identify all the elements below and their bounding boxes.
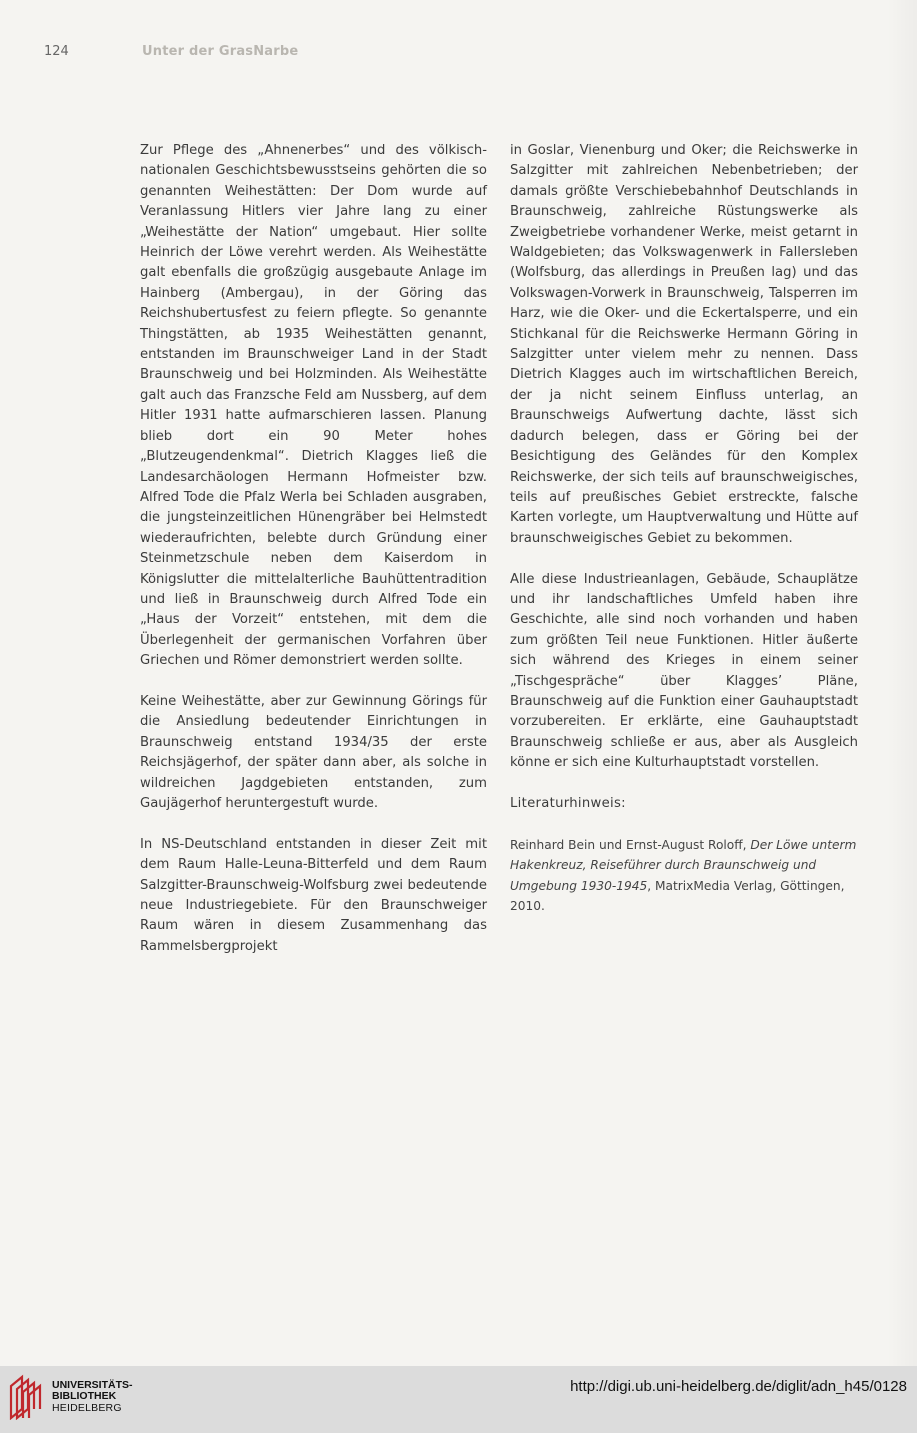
right-text-column [510,141,858,916]
running-title: Unter der GrasNarbe [142,44,299,59]
left-text-column [140,141,487,978]
library-logo-icon [8,1374,44,1420]
paragraph-kulturhauptstadt: Alle diese Industrieanlagen, Gebäude, Schauplätze und ihr landschaftliches Umfeld haben ihre Geschichte, alle sind noch vorhanden und haben zum größten Teil neue Funktionen. Hitler äußerte sich während des Krieges in einem seiner „Tischgespräche“ über Klagges’ Pläne, Braunschweig auf die Funktion einer Gauhauptstadt vorzubereiten. Er erklärte, eine Gauhauptstadt Braunschweig schließe er aus, aber als Ausgleich könne er sich eine Kulturhauptstadt vorstellen. [510,571,858,771]
page-edge-shadow [887,0,917,1366]
literature-entry [510,835,858,917]
logo-line-3: HEIDELBERG [52,1401,122,1414]
paragraph-industriegebiete: In NS-Deutschland entstanden in dieser Zeit mit dem Raum Halle-Leuna-Bitterfeld und dem Raum Salzgitter-Braunschweig-Wolfsburg zwei bedeutende neue Industriegebiete. Für den Braunschweiger Raum wären in diesem Zusammenhang das Rammelsbergprojekt [140,836,487,954]
paragraph-reichsjaegerhof: Keine Weihestätte, aber zur Gewinnung Görings für die Ansiedlung bedeutender Einrichtungen in Braunschweig entstand 1934/35 der erste Reichsjägerhof, der später dann aber, als solche in wildreichen Jagdgebieten entstanden, zum Gaujägerhof heruntergestuft wurde. [140,693,487,811]
library-logo-text [52,1380,133,1415]
literature-heading: Literaturhinweis: [510,795,626,811]
literature-publisher: , MatrixMedia Verlag, Göttingen, 2010. [510,878,845,913]
library-logo[interactable] [8,1374,133,1420]
permalink-url[interactable]: http://digi.ub.uni-heidelberg.de/diglit/adn_h45/0128 [570,1378,907,1395]
paragraph-weihestaetten: Zur Pflege des „Ahnenerbes“ und des völkisch-nationalen Geschichtsbewusstseins gehörten die so genannten Weihestätten: Der Dom wurde auf Veranlassung Hitlers vier Jahre lang zu einer „Weihestätte der Nation“ umgebaut. Hier sollte Heinrich der Löwe verehrt werden. Als Weihestätte galt ebenfalls die großzügig ausgebaute Anlage im Hainberg (Ambergau), in der Göring das Reichshubertusfest zu feiern pflegte. So genannte Thingstätten, ab 1935 Weihestätten genannt, entstanden im Braunschweiger Land in der Stadt Braunschweig und bei Holzminden. Als Weihestätte galt auch das Franzsche Feld am Nussberg, auf dem Hitler 1931 hatte aufmarschieren lassen. Planung blieb dort ein 90 Meter hohes „Blutzeugendenkmal“. Dietrich Klagges ließ die Landesarchäologen Hermann Hofmeister bzw. Alfred Tode die Pfalz Werla bei Schladen ausgraben, die jungsteinzeitlichen Hünengräber bei Helmstedt wiederaufrichten, belebte durch Gründung einer Steinmetzschule neben dem Kaiserdom in Königslutter die mittelalterliche Bauhüttentradition und ließ in Braunschweig durch Alfred Tode ein „Haus der Vorzeit“ entstehen, mit dem die Überlegenheit der germanischen Vorfahren über Griechen und Römer demonstriert werden sollte. [140,143,487,669]
literature-authors: Reinhard Bein und Ernst-August Roloff, [510,837,751,852]
page-header [44,44,298,59]
literature-title: Der Löwe unterm Hakenkreuz, Reiseführer durch Braunschweig und Umgebung 1930-1945 [510,837,857,893]
digitization-footer [0,1366,917,1433]
logo-line-2: BIBLIOTHEK [52,1390,117,1403]
logo-line-1: UNIVERSITÄTS- [52,1378,133,1391]
paragraph-industrieprojekte: in Goslar, Vienenburg und Oker; die Reichswerke in Salzgitter mit zahlreichen Nebenbetrieben; der damals größte Verschiebebahnhof Deutschlands in Braunschweig, zahlreiche Rüstungswerke als Zweigbetriebe vorhandener Werke, meist getarnt in Waldgebieten; das Volkswagenwerk in Fallersleben (Wolfsburg, das allerdings in Preußen lag) und das Volkswagen-Vorwerk in Braunschweig, Talsperren im Harz, wie die Oker- und die Eckertalsperre, und ein Stichkanal für die Reichswerke Hermann Göring in Salzgitter unter vielem mehr zu nennen. Dass Dietrich Klagges auch im wirtschaftlichen Bereich, der ja nicht seinem Einfluss unterlag, an Braunschweigs Aufwertung dachte, lässt sich dadurch belegen, dass er Göring bei der Besichtigung des Geländes für den Komplex Reichswerke, der sich teils auf braunschweigisches, teils auf preußisches Gebiet erstreckte, falsche Karten vorlegte, um Hauptverwaltung und Hütte auf braunschweigisches Gebiet zu bekommen. [510,143,858,546]
page-number: 124 [44,44,69,59]
